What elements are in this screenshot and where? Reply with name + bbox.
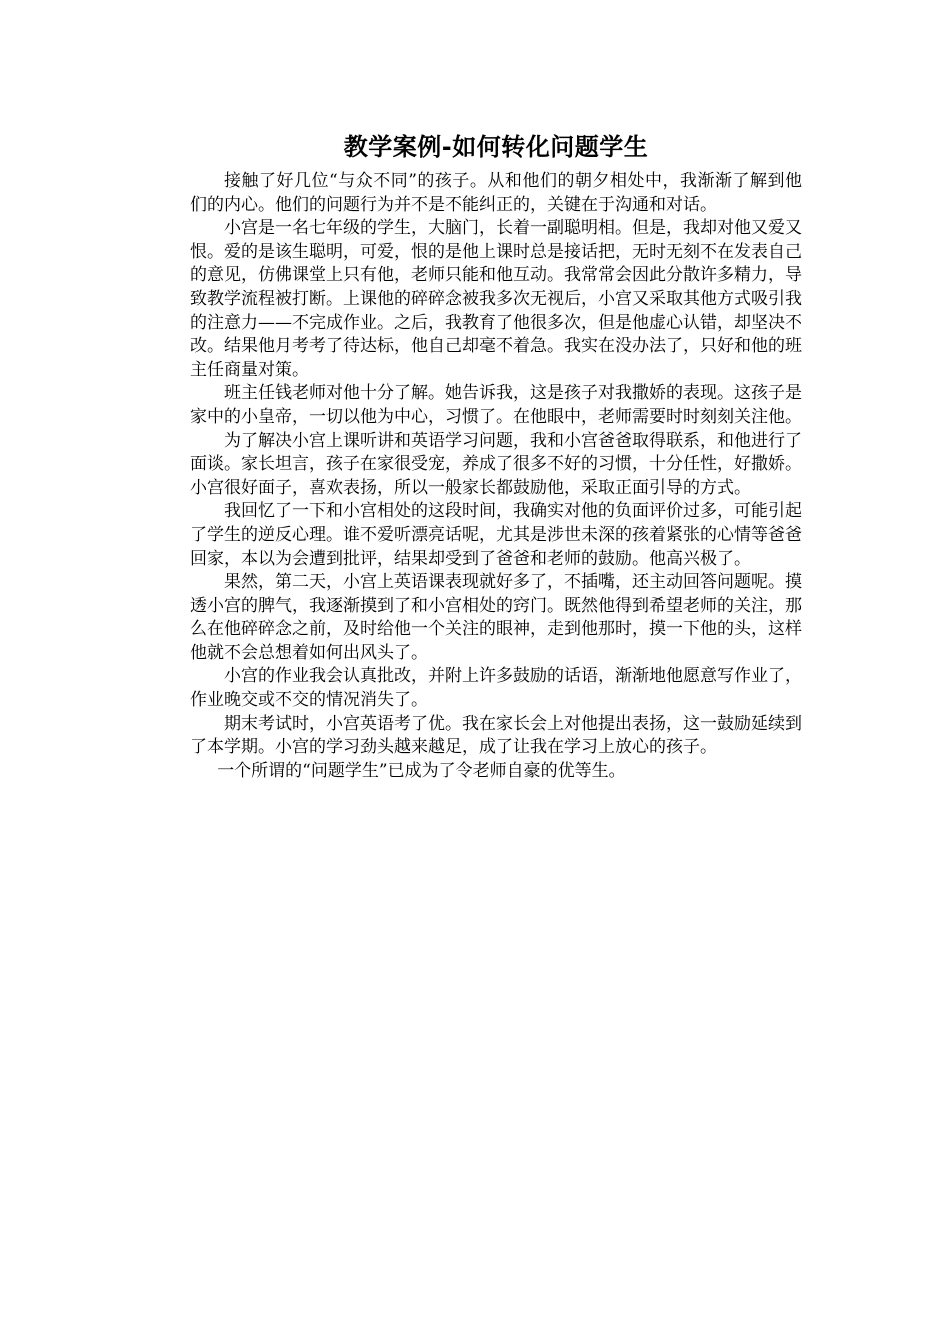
paragraph-5: 我回忆了一下和小宫相处的这段时间，我确实对他的负面评价过多，可能引起了学生的逆反心理。谁不爱听漂亮话呢，尤其是涉世未深的孩着紧张的心情等爸爸回家，本以为会遭到批评，结果却受到了爸爸和老师的鼓励。他高兴极了。 <box>190 501 802 569</box>
document-page <box>190 130 802 783</box>
paragraph-9: 一个所谓的“问题学生”已成为了令老师自豪的优等生。 <box>217 760 626 781</box>
document-title: 教学案例-如何转化问题学生 <box>343 133 649 161</box>
paragraph-4: 为了解决小宫上课听讲和英语学习问题，我和小宫爸爸取得联系，和他进行了面谈。家长坦言，孩子在家很受宠，养成了很多不好的习惯，十分任性，好撒娇。小宫很好面子，喜欢表扬，所以一般家长都鼓励他，采取正面引导的方式。 <box>190 430 802 498</box>
paragraph-6: 果然，第二天，小宫上英语课表现就好多了，不插嘴，还主动回答问题呢。摸透小宫的脾气，我逐渐摸到了和小宫相处的窍门。既然他得到希望老师的关注，那么在他碎碎念之前，及时给他一个关注的眼神，走到他那时，摸一下他的头，这样他就不会总想着如何出风头了。 <box>190 572 802 663</box>
paragraph-8: 期末考试时，小宫英语考了优。我在家长会上对他提出表扬，这一鼓励延续到了本学期。小宫的学习劲头越来越足，成了让我在学习上放心的孩子。 <box>190 713 802 758</box>
paragraph-1: 接触了好几位“与众不同”的孩子。从和他们的朝夕相处中，我渐渐了解到他们的内心。他们的问题行为并不是不能纠正的，关键在于沟通和对话。 <box>190 171 802 215</box>
paragraph-2: 小宫是一名七年级的学生，大脑门，长着一副聪明相。但是，我却对他又爱又恨。爱的是该生聪明，可爱，恨的是他上课时总是接话把，无时无刻不在发表自己的意见，仿佛课堂上只有他，老师只能和他互动。我常常会因此分散许多精力，导致教学流程被打断。上课他的碎碎念被我多次无视后，小宫又采取其他方式吸引我的注意力——不完成作业。之后，我教育了他很多次，但是他虚心认错，却坚决不改。结果他月考考了待达标，他自己却毫不着急。我实在没办法了，只好和他的班主任商量对策。 <box>190 218 802 380</box>
paragraph-7: 小宫的作业我会认真批改，并附上许多鼓励的话语，渐渐地他愿意写作业了，作业晚交或不交的情况消失了。 <box>190 666 802 711</box>
paragraph-3: 班主任钱老师对他十分了解。她告诉我，这是孩子对我撒娇的表现。这孩子是家中的小皇帝，一切以他为中心，习惯了。在他眼中，老师需要时时刻刻关注他。 <box>190 383 802 427</box>
